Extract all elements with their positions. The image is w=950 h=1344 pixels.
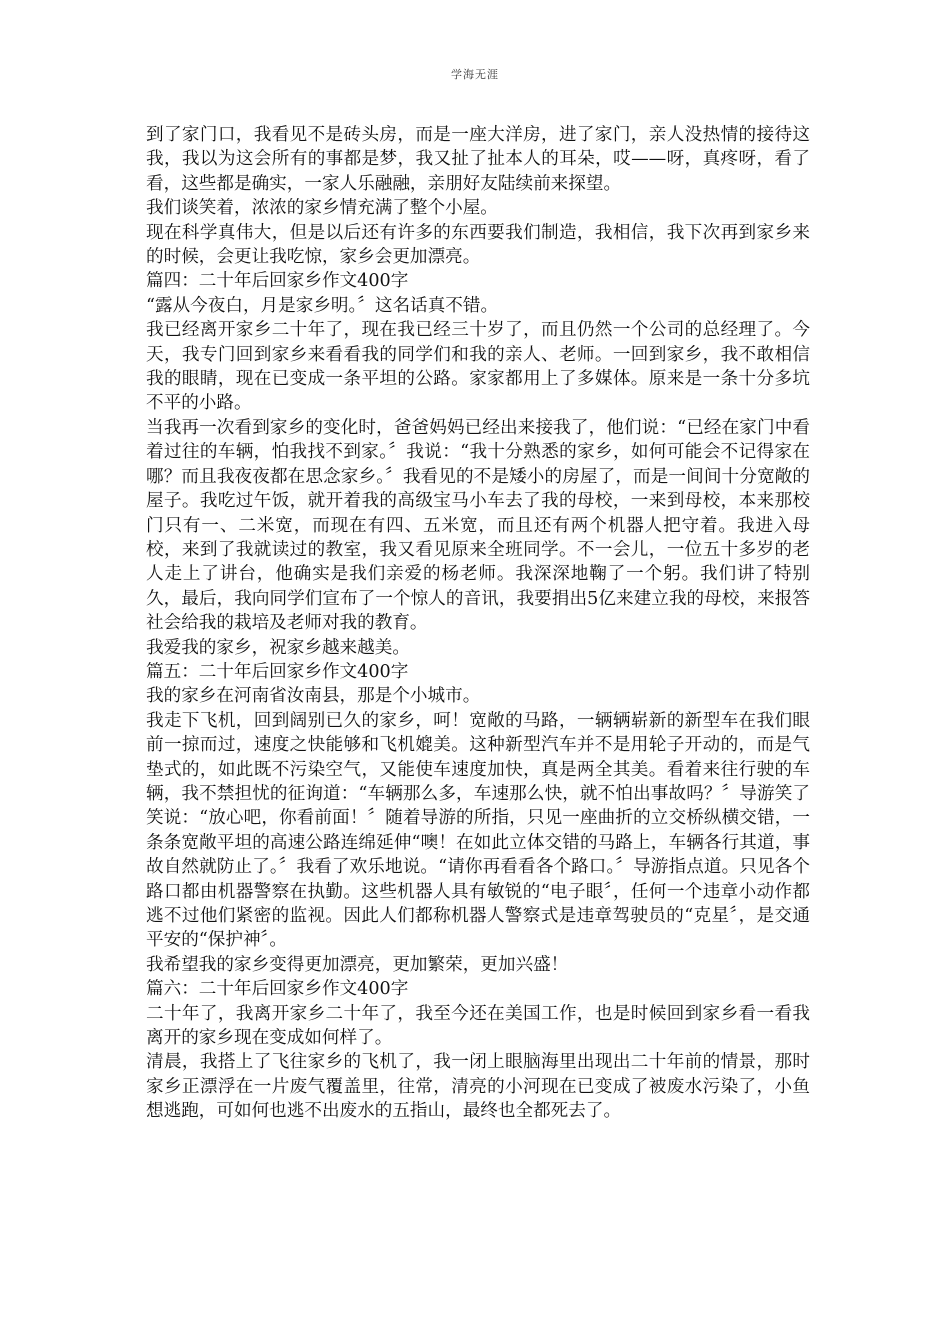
- paragraph: 到了家门口，我看见不是砖头房，而是一座大洋房，进了家门，亲人没热情的接待这我，我以为这会所有的事都是梦，我又扯了扯本人的耳朵，哎——呀，真疼呀，看了看，这些都是确实，一家人乐融融，亲朋好友陆续前来探望。: [146, 125, 810, 194]
- paragraph: 我们谈笑着，浓浓的家乡情充满了整个小屋。: [146, 198, 498, 219]
- paragraph: 我走下飞机，回到阔别已久的家乡，呵！宽敞的马路，一辆辆崭新的新型车在我们眼前一掠而过，速度之快能够和飞机媲美。这种新型汽车并不是用轮子开动的，而是气垫式的，如此既不污染空气，又能使车速度加快，真是两全其美。看着来往行驶的车辆，我不禁担忧的征询道：“车辆那么多，车速那么快，就不怕出事故吗？〞导游笑了笑说：“放心吧，你看前面！〞随着导游的所指，只见一座曲折的立交桥纵横交错，一条条宽敞平坦的高速公路连绵延伸“噢！在如此立体交错的马路上，车辆各行其道，事故自然就防止了。〞我看了欢乐地说。“请你再看看各个路口。〞导游指点道。只见各个路口都由机器警察在执勤。这些机器人具有敏锐的“电子眼〞，任何一个违章小动作都逃不过他们紧密的监视。因此人们都称机器人警察式是违章驾驶员的“克星〞，是交通平安的“保护神〞。: [146, 710, 810, 951]
- paragraph: 我希望我的家乡变得更加漂亮，更加繁荣，更加兴盛！: [146, 954, 569, 975]
- section-heading: 篇四：二十年后回家乡作文400字: [146, 271, 409, 292]
- page-header: 学海无涯: [451, 68, 499, 81]
- paragraph: “露从今夜白，月是家乡明。〞这名话真不错。: [146, 295, 499, 316]
- document-body: [146, 123, 810, 1124]
- paragraph: 我的家乡在河南省汝南县，那是个小城市。: [146, 686, 481, 707]
- section-heading: 篇六：二十年后回家乡作文400字: [146, 979, 409, 1000]
- section-heading: 篇五：二十年后回家乡作文400字: [146, 661, 409, 682]
- paragraph: 现在科学真伟大，但是以后还有许多的东西要我们制造，我相信，我下次再到家乡来的时候，会更让我吃惊，家乡会更加漂亮。: [146, 222, 810, 268]
- paragraph: 我已经离开家乡二十年了，现在我已经三十岁了，而且仍然一个公司的总经理了。今天，我专门回到家乡来看看我的同学们和我的亲人、老师。一回到家乡，我不敢相信我的眼睛，现在已变成一条平坦的公路。家家都用上了多媒体。原来是一条十分多坑不平的小路。: [146, 320, 810, 414]
- paragraph: 清晨，我搭上了飞往家乡的飞机了，我一闭上眼脑海里出现出二十年前的情景，那时家乡正漂浮在一片废气覆盖里，往常，清亮的小河现在已变成了被废水污染了，小鱼想逃跑，可如何也逃不出废水的五指山，最终也全都死去了。: [146, 1052, 810, 1122]
- paragraph: 二十年了，我离开家乡二十年了，我至今还在美国工作，也是时候回到家乡看一看我离开的家乡现在变成如何样了。: [146, 1003, 810, 1049]
- paragraph: 当我再一次看到家乡的变化时，爸爸妈妈已经出来接我了，他们说：“已经在家门中看着过往的车辆，怕我找不到家。〞我说：“我十分熟悉的家乡，如何可能会不记得家在哪？而且我夜夜都在思念家乡。〞我看见的不是矮小的房屋了，而是一间间十分宽敞的屋子。我吃过午饭，就开着我的高级宝马小车去了我的母校，一来到母校，本来那校门只有一、二米宽，而现在有四、五米宽，而且还有两个机器人把守着。我进入母校，来到了我就读过的教室，我又看见原来全班同学。不一会儿，一位五十多岁的老人走上了讲台，他确实是我们亲爱的杨老师。我深深地鞠了一个躬。我们讲了特别久，最后，我向同学们宣布了一个惊人的音讯，我要捐出5亿来建立我的母校，来报答社会给我的栽培及老师对我的教育。: [146, 417, 810, 634]
- paragraph: 我爱我的家乡，祝家乡越来越美。: [146, 637, 410, 658]
